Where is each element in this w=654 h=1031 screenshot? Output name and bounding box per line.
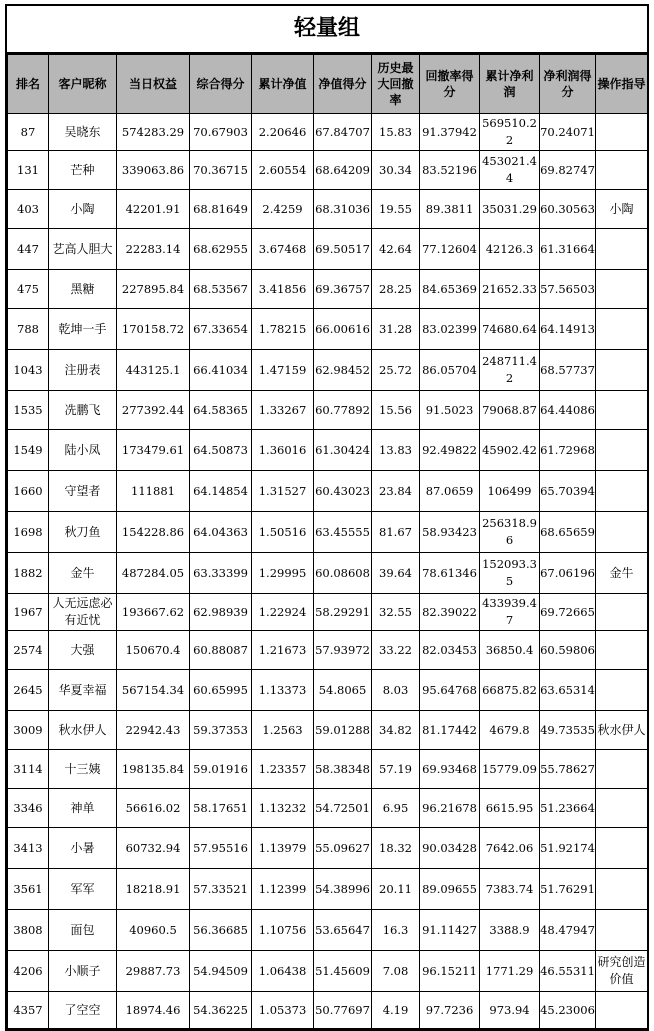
drawdown-score-cell[interactable]: 87.0659 [420, 471, 480, 512]
guidance-cell[interactable] [596, 350, 648, 391]
guidance-cell[interactable] [596, 391, 648, 430]
composite-score-cell[interactable]: 64.58365 [190, 391, 252, 430]
col-header-max-drawdown[interactable]: 历史最大回撤率 [372, 55, 420, 114]
drawdown-score-cell[interactable]: 83.52196 [420, 151, 480, 190]
drawdown-score-cell[interactable]: 58.93423 [420, 512, 480, 553]
table-row[interactable] [8, 151, 648, 190]
net-profit-cell[interactable]: 35031.29 [480, 190, 540, 229]
drawdown-score-cell[interactable]: 78.61346 [420, 553, 480, 594]
rank-cell[interactable]: 3346 [8, 789, 49, 828]
equity-cell[interactable]: 193667.62 [117, 594, 190, 631]
profit-score-cell[interactable]: 57.56503 [540, 270, 596, 309]
drawdown-score-cell[interactable]: 97.7236 [420, 992, 480, 1029]
net-profit-cell[interactable]: 3388.9 [480, 910, 540, 951]
net-profit-cell[interactable]: 1771.29 [480, 951, 540, 992]
net-profit-cell[interactable]: 42126.3 [480, 229, 540, 270]
cumulative-nav-cell[interactable]: 1.05373 [252, 992, 314, 1029]
net-profit-cell[interactable]: 256318.96 [480, 512, 540, 553]
guidance-cell[interactable]: 金牛 [596, 553, 648, 594]
profit-score-cell[interactable]: 63.65314 [540, 670, 596, 711]
profit-score-cell[interactable]: 64.44086 [540, 391, 596, 430]
equity-cell[interactable]: 170158.72 [117, 309, 190, 350]
nickname-cell[interactable]: 了空空 [49, 992, 117, 1029]
net-profit-cell[interactable]: 433939.47 [480, 594, 540, 631]
composite-score-cell[interactable]: 57.95516 [190, 828, 252, 869]
cumulative-nav-cell[interactable]: 2.4259 [252, 190, 314, 229]
profit-score-cell[interactable]: 64.14913 [540, 309, 596, 350]
guidance-cell[interactable] [596, 670, 648, 711]
profit-score-cell[interactable]: 67.06196 [540, 553, 596, 594]
composite-score-cell[interactable]: 68.53567 [190, 270, 252, 309]
max-drawdown-cell[interactable]: 30.34 [372, 151, 420, 190]
profit-score-cell[interactable]: 69.82747 [540, 151, 596, 190]
composite-score-cell[interactable]: 68.62955 [190, 229, 252, 270]
net-profit-cell[interactable]: 7383.74 [480, 869, 540, 910]
equity-cell[interactable]: 277392.44 [117, 391, 190, 430]
profit-score-cell[interactable]: 51.23664 [540, 789, 596, 828]
cumulative-nav-cell[interactable]: 2.60554 [252, 151, 314, 190]
max-drawdown-cell[interactable]: 13.83 [372, 430, 420, 471]
equity-cell[interactable]: 22942.43 [117, 711, 190, 750]
cumulative-nav-cell[interactable]: 1.22924 [252, 594, 314, 631]
table-row[interactable] [8, 270, 648, 309]
cumulative-nav-cell[interactable]: 1.2563 [252, 711, 314, 750]
rank-cell[interactable]: 788 [8, 309, 49, 350]
drawdown-score-cell[interactable]: 89.3811 [420, 190, 480, 229]
table-row[interactable] [8, 553, 648, 594]
net-profit-cell[interactable]: 15779.09 [480, 750, 540, 789]
net-profit-cell[interactable]: 36850.4 [480, 631, 540, 670]
nickname-cell[interactable]: 艺高人胆大 [49, 229, 117, 270]
drawdown-score-cell[interactable]: 96.15211 [420, 951, 480, 992]
net-profit-cell[interactable]: 79068.87 [480, 391, 540, 430]
table-row[interactable] [8, 869, 648, 910]
profit-score-cell[interactable]: 49.73535 [540, 711, 596, 750]
nickname-cell[interactable]: 小顺子 [49, 951, 117, 992]
cumulative-nav-cell[interactable]: 1.12399 [252, 869, 314, 910]
net-profit-cell[interactable]: 569510.22 [480, 114, 540, 151]
drawdown-score-cell[interactable]: 89.09655 [420, 869, 480, 910]
drawdown-score-cell[interactable]: 91.5023 [420, 391, 480, 430]
max-drawdown-cell[interactable]: 6.95 [372, 789, 420, 828]
table-row[interactable] [8, 229, 648, 270]
equity-cell[interactable]: 574283.29 [117, 114, 190, 151]
nickname-cell[interactable]: 大强 [49, 631, 117, 670]
guidance-cell[interactable]: 秋水伊人 [596, 711, 648, 750]
net-profit-cell[interactable]: 6615.95 [480, 789, 540, 828]
col-header-profit-score[interactable]: 净利润得分 [540, 55, 596, 114]
max-drawdown-cell[interactable]: 19.55 [372, 190, 420, 229]
composite-score-cell[interactable]: 64.14854 [190, 471, 252, 512]
equity-cell[interactable]: 60732.94 [117, 828, 190, 869]
net-profit-cell[interactable]: 66875.82 [480, 670, 540, 711]
drawdown-score-cell[interactable]: 83.02399 [420, 309, 480, 350]
profit-score-cell[interactable]: 45.23006 [540, 992, 596, 1029]
max-drawdown-cell[interactable]: 39.64 [372, 553, 420, 594]
guidance-cell[interactable] [596, 229, 648, 270]
max-drawdown-cell[interactable]: 81.67 [372, 512, 420, 553]
max-drawdown-cell[interactable]: 42.64 [372, 229, 420, 270]
composite-score-cell[interactable]: 54.94509 [190, 951, 252, 992]
col-header-drawdown-score[interactable]: 回撤率得分 [420, 55, 480, 114]
cumulative-nav-cell[interactable]: 1.21673 [252, 631, 314, 670]
max-drawdown-cell[interactable]: 23.84 [372, 471, 420, 512]
profit-score-cell[interactable]: 65.70394 [540, 471, 596, 512]
composite-score-cell[interactable]: 68.81649 [190, 190, 252, 229]
drawdown-score-cell[interactable]: 69.93468 [420, 750, 480, 789]
rank-cell[interactable]: 131 [8, 151, 49, 190]
equity-cell[interactable]: 18974.46 [117, 992, 190, 1029]
equity-cell[interactable]: 29887.73 [117, 951, 190, 992]
table-row[interactable] [8, 711, 648, 750]
composite-score-cell[interactable]: 67.33654 [190, 309, 252, 350]
table-row[interactable] [8, 670, 648, 711]
drawdown-score-cell[interactable]: 90.03428 [420, 828, 480, 869]
table-row[interactable] [8, 114, 648, 151]
rank-cell[interactable]: 87 [8, 114, 49, 151]
table-row[interactable] [8, 190, 648, 229]
nav-score-cell[interactable]: 54.8065 [314, 670, 372, 711]
net-profit-cell[interactable]: 248711.42 [480, 350, 540, 391]
max-drawdown-cell[interactable]: 25.72 [372, 350, 420, 391]
table-row[interactable] [8, 951, 648, 992]
nickname-cell[interactable]: 十三姨 [49, 750, 117, 789]
composite-score-cell[interactable]: 56.36685 [190, 910, 252, 951]
rank-cell[interactable]: 1043 [8, 350, 49, 391]
nickname-cell[interactable]: 黑糖 [49, 270, 117, 309]
nickname-cell[interactable]: 金牛 [49, 553, 117, 594]
rank-cell[interactable]: 1967 [8, 594, 49, 631]
composite-score-cell[interactable]: 59.01916 [190, 750, 252, 789]
guidance-cell[interactable] [596, 471, 648, 512]
sheet-title: 轻量组 [7, 6, 647, 54]
table-row[interactable] [8, 789, 648, 828]
equity-cell[interactable]: 567154.34 [117, 670, 190, 711]
net-profit-cell[interactable]: 45902.42 [480, 430, 540, 471]
rank-cell[interactable]: 4206 [8, 951, 49, 992]
max-drawdown-cell[interactable]: 8.03 [372, 670, 420, 711]
drawdown-score-cell[interactable]: 95.64768 [420, 670, 480, 711]
cumulative-nav-cell[interactable]: 3.41856 [252, 270, 314, 309]
cumulative-nav-cell[interactable]: 1.78215 [252, 309, 314, 350]
max-drawdown-cell[interactable]: 15.83 [372, 114, 420, 151]
max-drawdown-cell[interactable]: 57.19 [372, 750, 420, 789]
equity-cell[interactable]: 154228.86 [117, 512, 190, 553]
nav-score-cell[interactable]: 53.65647 [314, 910, 372, 951]
nav-score-cell[interactable]: 50.77697 [314, 992, 372, 1029]
rank-cell[interactable]: 1549 [8, 430, 49, 471]
nav-score-cell[interactable]: 54.72501 [314, 789, 372, 828]
rank-cell[interactable]: 1882 [8, 553, 49, 594]
equity-cell[interactable]: 40960.5 [117, 910, 190, 951]
equity-cell[interactable]: 198135.84 [117, 750, 190, 789]
nav-score-cell[interactable]: 68.31036 [314, 190, 372, 229]
net-profit-cell[interactable]: 973.94 [480, 992, 540, 1029]
composite-score-cell[interactable]: 59.37353 [190, 711, 252, 750]
nickname-cell[interactable]: 秋水伊人 [49, 711, 117, 750]
table-row[interactable] [8, 750, 648, 789]
nav-score-cell[interactable]: 66.00616 [314, 309, 372, 350]
composite-score-cell[interactable]: 62.98939 [190, 594, 252, 631]
profit-score-cell[interactable]: 69.72665 [540, 594, 596, 631]
cumulative-nav-cell[interactable]: 1.13373 [252, 670, 314, 711]
max-drawdown-cell[interactable]: 15.56 [372, 391, 420, 430]
max-drawdown-cell[interactable]: 18.32 [372, 828, 420, 869]
equity-cell[interactable]: 173479.61 [117, 430, 190, 471]
nickname-cell[interactable]: 华夏幸福 [49, 670, 117, 711]
table-row[interactable] [8, 309, 648, 350]
nickname-cell[interactable]: 神单 [49, 789, 117, 828]
rank-cell[interactable]: 3413 [8, 828, 49, 869]
table-row[interactable] [8, 992, 648, 1029]
profit-score-cell[interactable]: 70.24071 [540, 114, 596, 151]
composite-score-cell[interactable]: 54.36225 [190, 992, 252, 1029]
nav-score-cell[interactable]: 69.36757 [314, 270, 372, 309]
guidance-cell[interactable] [596, 512, 648, 553]
profit-score-cell[interactable]: 51.76291 [540, 869, 596, 910]
col-header-nav-score[interactable]: 净值得分 [314, 55, 372, 114]
col-header-composite-score[interactable]: 综合得分 [190, 55, 252, 114]
guidance-cell[interactable] [596, 430, 648, 471]
composite-score-cell[interactable]: 66.41034 [190, 350, 252, 391]
equity-cell[interactable]: 227895.84 [117, 270, 190, 309]
cumulative-nav-cell[interactable]: 2.20646 [252, 114, 314, 151]
drawdown-score-cell[interactable]: 86.05704 [420, 350, 480, 391]
guidance-cell[interactable] [596, 151, 648, 190]
guidance-cell[interactable] [596, 309, 648, 350]
max-drawdown-cell[interactable]: 7.08 [372, 951, 420, 992]
rank-cell[interactable]: 475 [8, 270, 49, 309]
guidance-cell[interactable]: 小陶 [596, 190, 648, 229]
profit-score-cell[interactable]: 55.78627 [540, 750, 596, 789]
composite-score-cell[interactable]: 60.88087 [190, 631, 252, 670]
table-row[interactable] [8, 631, 648, 670]
col-header-rank[interactable]: 排名 [8, 55, 49, 114]
guidance-cell[interactable] [596, 789, 648, 828]
equity-cell[interactable]: 56616.02 [117, 789, 190, 828]
drawdown-score-cell[interactable]: 81.17442 [420, 711, 480, 750]
equity-cell[interactable]: 111881 [117, 471, 190, 512]
composite-score-cell[interactable]: 70.36715 [190, 151, 252, 190]
nav-score-cell[interactable]: 54.38996 [314, 869, 372, 910]
equity-cell[interactable]: 443125.1 [117, 350, 190, 391]
equity-cell[interactable]: 42201.91 [117, 190, 190, 229]
profit-score-cell[interactable]: 60.30563 [540, 190, 596, 229]
cumulative-nav-cell[interactable]: 1.29995 [252, 553, 314, 594]
table-row[interactable] [8, 471, 648, 512]
composite-score-cell[interactable]: 63.33399 [190, 553, 252, 594]
table-body [8, 114, 648, 1029]
table-row[interactable] [8, 828, 648, 869]
nav-score-cell[interactable]: 69.50517 [314, 229, 372, 270]
nickname-cell[interactable]: 人无远虑必有近忧 [49, 594, 117, 631]
nickname-cell[interactable]: 陆小凤 [49, 430, 117, 471]
composite-score-cell[interactable]: 58.17651 [190, 789, 252, 828]
col-header-guidance[interactable]: 操作指导 [596, 55, 648, 114]
max-drawdown-cell[interactable]: 28.25 [372, 270, 420, 309]
guidance-cell[interactable] [596, 869, 648, 910]
drawdown-score-cell[interactable]: 91.37942 [420, 114, 480, 151]
guidance-cell[interactable] [596, 828, 648, 869]
equity-cell[interactable]: 22283.14 [117, 229, 190, 270]
nickname-cell[interactable]: 冼鹏飞 [49, 391, 117, 430]
drawdown-score-cell[interactable]: 82.03453 [420, 631, 480, 670]
nickname-cell[interactable]: 小陶 [49, 190, 117, 229]
header-row [8, 55, 648, 114]
equity-cell[interactable]: 150670.4 [117, 631, 190, 670]
max-drawdown-cell[interactable]: 31.28 [372, 309, 420, 350]
max-drawdown-cell[interactable]: 32.55 [372, 594, 420, 631]
profit-score-cell[interactable]: 68.57737 [540, 350, 596, 391]
guidance-cell[interactable]: 研究创造价值 [596, 951, 648, 992]
table-row[interactable] [8, 594, 648, 631]
nav-score-cell[interactable]: 62.98452 [314, 350, 372, 391]
nav-score-cell[interactable]: 63.45555 [314, 512, 372, 553]
cumulative-nav-cell[interactable]: 1.50516 [252, 512, 314, 553]
table-row[interactable] [8, 391, 648, 430]
profit-score-cell[interactable]: 51.92174 [540, 828, 596, 869]
equity-cell[interactable]: 339063.86 [117, 151, 190, 190]
guidance-cell[interactable] [596, 910, 648, 951]
cumulative-nav-cell[interactable]: 1.33267 [252, 391, 314, 430]
profit-score-cell[interactable]: 60.59806 [540, 631, 596, 670]
net-profit-cell[interactable]: 7642.06 [480, 828, 540, 869]
rank-cell[interactable]: 1535 [8, 391, 49, 430]
ranking-sheet [5, 4, 649, 1031]
nickname-cell[interactable]: 秋刀鱼 [49, 512, 117, 553]
rank-cell[interactable]: 4357 [8, 992, 49, 1029]
guidance-cell[interactable] [596, 114, 648, 151]
net-profit-cell[interactable]: 21652.33 [480, 270, 540, 309]
drawdown-score-cell[interactable]: 96.21678 [420, 789, 480, 828]
cumulative-nav-cell[interactable]: 1.06438 [252, 951, 314, 992]
cumulative-nav-cell[interactable]: 1.13232 [252, 789, 314, 828]
composite-score-cell[interactable]: 70.67903 [190, 114, 252, 151]
net-profit-cell[interactable]: 106499 [480, 471, 540, 512]
drawdown-score-cell[interactable]: 77.12604 [420, 229, 480, 270]
ranking-table [7, 54, 648, 1029]
table-row[interactable] [8, 512, 648, 553]
composite-score-cell[interactable]: 64.04363 [190, 512, 252, 553]
table-row[interactable] [8, 910, 648, 951]
nav-score-cell[interactable]: 61.30424 [314, 430, 372, 471]
net-profit-cell[interactable]: 74680.64 [480, 309, 540, 350]
cumulative-nav-cell[interactable]: 1.31527 [252, 471, 314, 512]
cumulative-nav-cell[interactable]: 1.23357 [252, 750, 314, 789]
nickname-cell[interactable]: 小暑 [49, 828, 117, 869]
cumulative-nav-cell[interactable]: 1.13979 [252, 828, 314, 869]
guidance-cell[interactable] [596, 270, 648, 309]
col-header-net-profit[interactable]: 累计净利润 [480, 55, 540, 114]
equity-cell[interactable]: 487284.05 [117, 553, 190, 594]
guidance-cell[interactable] [596, 992, 648, 1029]
table-row[interactable] [8, 350, 648, 391]
nav-score-cell[interactable]: 51.45609 [314, 951, 372, 992]
rank-cell[interactable]: 403 [8, 190, 49, 229]
rank-cell[interactable]: 3114 [8, 750, 49, 789]
nickname-cell[interactable]: 芒种 [49, 151, 117, 190]
guidance-cell[interactable] [596, 594, 648, 631]
max-drawdown-cell[interactable]: 33.22 [372, 631, 420, 670]
rank-cell[interactable]: 3808 [8, 910, 49, 951]
col-header-cumulative-nav[interactable]: 累计净值 [252, 55, 314, 114]
drawdown-score-cell[interactable]: 82.39022 [420, 594, 480, 631]
cumulative-nav-cell[interactable]: 3.67468 [252, 229, 314, 270]
nav-score-cell[interactable]: 68.64209 [314, 151, 372, 190]
guidance-cell[interactable] [596, 631, 648, 670]
composite-score-cell[interactable]: 60.65995 [190, 670, 252, 711]
nickname-cell[interactable]: 面包 [49, 910, 117, 951]
col-header-nickname[interactable]: 客户昵称 [49, 55, 117, 114]
max-drawdown-cell[interactable]: 34.82 [372, 711, 420, 750]
nav-score-cell[interactable]: 67.84707 [314, 114, 372, 151]
max-drawdown-cell[interactable]: 16.3 [372, 910, 420, 951]
net-profit-cell[interactable]: 152093.35 [480, 553, 540, 594]
nickname-cell[interactable]: 守望者 [49, 471, 117, 512]
cumulative-nav-cell[interactable]: 1.10756 [252, 910, 314, 951]
nav-score-cell[interactable]: 60.77892 [314, 391, 372, 430]
rank-cell[interactable]: 1698 [8, 512, 49, 553]
composite-score-cell[interactable]: 57.33521 [190, 869, 252, 910]
nav-score-cell[interactable]: 57.93972 [314, 631, 372, 670]
rank-cell[interactable]: 3561 [8, 869, 49, 910]
table-row[interactable] [8, 430, 648, 471]
rank-cell[interactable]: 2645 [8, 670, 49, 711]
equity-cell[interactable]: 18218.91 [117, 869, 190, 910]
max-drawdown-cell[interactable]: 4.19 [372, 992, 420, 1029]
rank-cell[interactable]: 3009 [8, 711, 49, 750]
nav-score-cell[interactable]: 58.29291 [314, 594, 372, 631]
nav-score-cell[interactable]: 58.38348 [314, 750, 372, 789]
cumulative-nav-cell[interactable]: 1.36016 [252, 430, 314, 471]
drawdown-score-cell[interactable]: 84.65369 [420, 270, 480, 309]
net-profit-cell[interactable]: 453021.44 [480, 151, 540, 190]
drawdown-score-cell[interactable]: 91.11427 [420, 910, 480, 951]
nav-score-cell[interactable]: 59.01288 [314, 711, 372, 750]
profit-score-cell[interactable]: 68.65659 [540, 512, 596, 553]
nav-score-cell[interactable]: 60.43023 [314, 471, 372, 512]
rank-cell[interactable]: 447 [8, 229, 49, 270]
profit-score-cell[interactable]: 61.31664 [540, 229, 596, 270]
nav-score-cell[interactable]: 55.09627 [314, 828, 372, 869]
profit-score-cell[interactable]: 48.47947 [540, 910, 596, 951]
nickname-cell[interactable]: 乾坤一手 [49, 309, 117, 350]
max-drawdown-cell[interactable]: 20.11 [372, 869, 420, 910]
cumulative-nav-cell[interactable]: 1.47159 [252, 350, 314, 391]
drawdown-score-cell[interactable]: 92.49822 [420, 430, 480, 471]
rank-cell[interactable]: 2574 [8, 631, 49, 670]
nav-score-cell[interactable]: 60.08608 [314, 553, 372, 594]
composite-score-cell[interactable]: 64.50873 [190, 430, 252, 471]
profit-score-cell[interactable]: 61.72968 [540, 430, 596, 471]
nickname-cell[interactable]: 注册表 [49, 350, 117, 391]
rank-cell[interactable]: 1660 [8, 471, 49, 512]
guidance-cell[interactable] [596, 750, 648, 789]
col-header-equity[interactable]: 当日权益 [117, 55, 190, 114]
nickname-cell[interactable]: 吴晓东 [49, 114, 117, 151]
nickname-cell[interactable]: 军军 [49, 869, 117, 910]
net-profit-cell[interactable]: 4679.8 [480, 711, 540, 750]
profit-score-cell[interactable]: 46.55311 [540, 951, 596, 992]
